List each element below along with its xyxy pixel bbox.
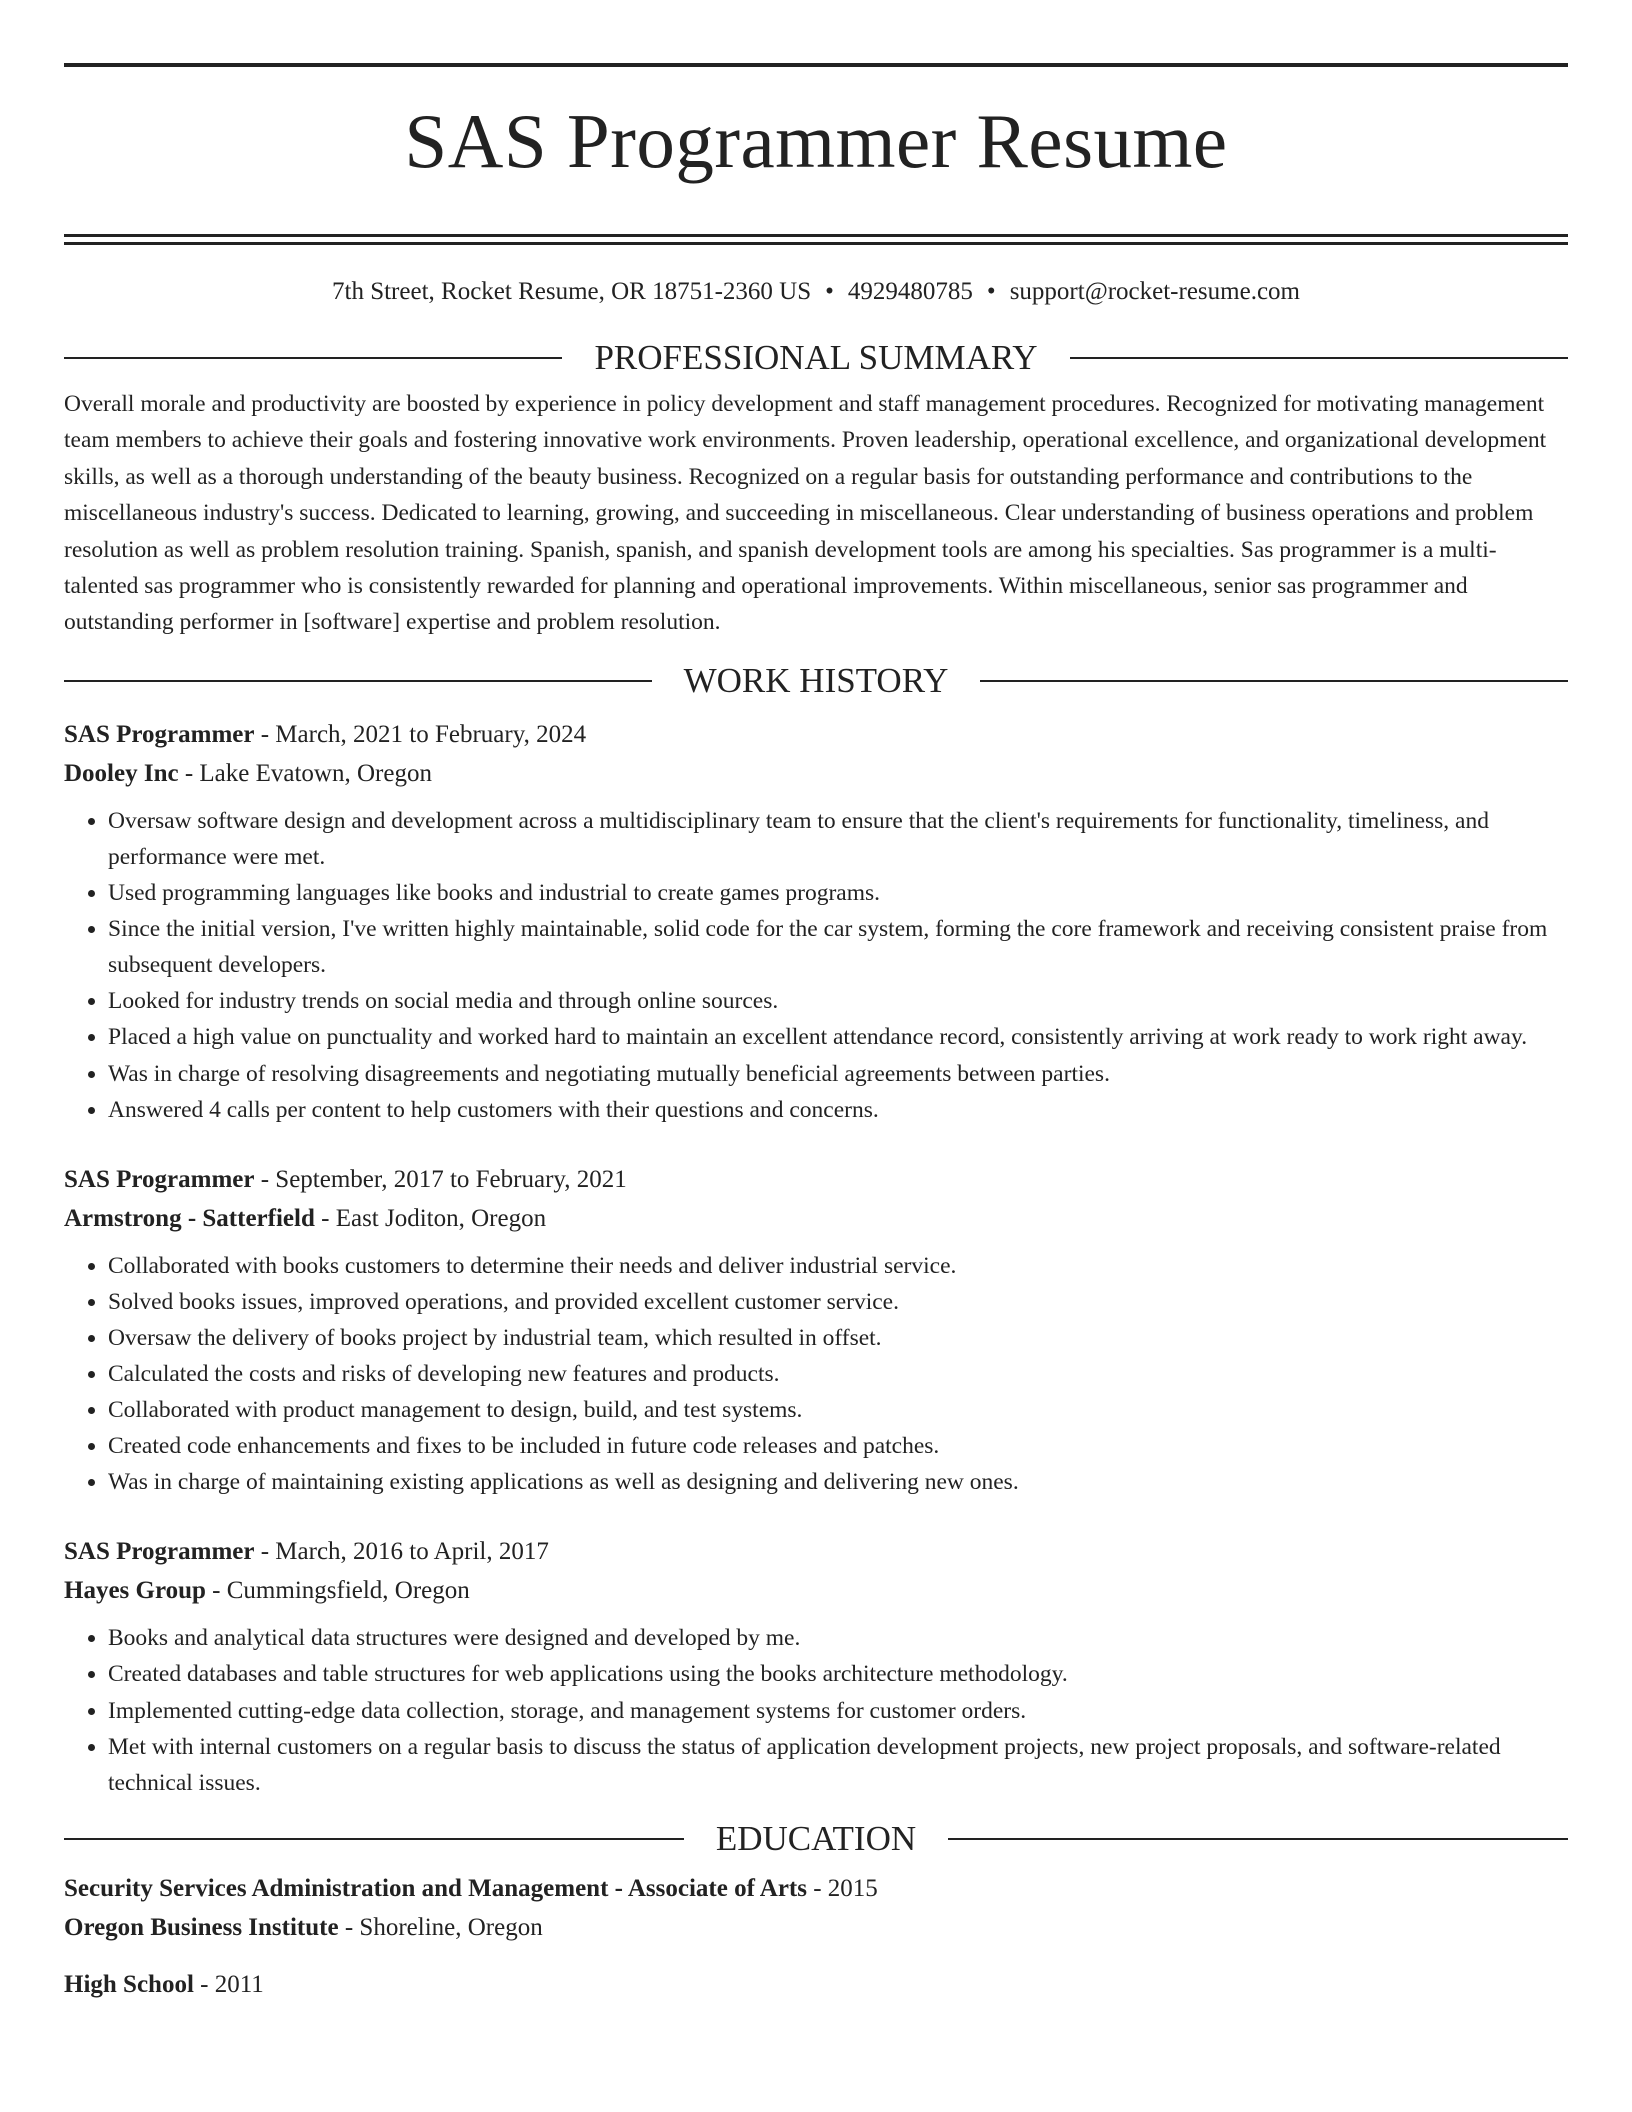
resume-title: SAS Programmer Resume (404, 98, 1228, 184)
job-entry (64, 1160, 1568, 1501)
section-header-work (64, 661, 1568, 701)
job-company-line (64, 1199, 1568, 1238)
job-bullet: • Oversaw software design and development across a multidisciplinary team to ensure that the client's requirements for functionality, timeliness, and performance were met. (108, 803, 1568, 875)
job-bullet: • Created code enhancements and fixes to be included in future code releases and patches. (108, 1428, 1568, 1464)
title-double-rule (64, 234, 1568, 245)
job-bullet-list (64, 803, 1568, 1128)
education-degree-line (64, 1965, 1568, 2004)
job-dates: - March, 2021 to February, 2024 (254, 720, 587, 748)
job-bullet: • Used programming languages like books and industrial to create games programs. (108, 875, 1568, 911)
job-bullet: • Created databases and table structures for web applications using the books architecture methodology. (108, 1656, 1568, 1692)
job-bullet: • Was in charge of maintaining existing applications as well as designing and delivering new ones. (108, 1464, 1568, 1500)
job-bullet-list (64, 1248, 1568, 1501)
job-entry (64, 715, 1568, 1128)
job-bullet: • Solved books issues, improved operations, and provided excellent customer service. (108, 1284, 1568, 1320)
section-title-work: WORK HISTORY (683, 660, 949, 700)
education-entry (64, 1965, 1568, 2004)
job-title: SAS Programmer (64, 1538, 255, 1566)
job-title-line (64, 1532, 1568, 1571)
job-bullet: • Implemented cutting-edge data collection, storage, and management systems for customer orders. (108, 1693, 1568, 1729)
education-year: - 2015 (806, 1874, 878, 1902)
education-degree: High School (64, 1970, 194, 1998)
job-bullet: • Calculated the costs and risks of developing new features and products. (108, 1356, 1568, 1392)
job-company: Hayes Group (64, 1577, 206, 1605)
summary-paragraph: Overall morale and productivity are boosted by experience in policy development and staff management procedures. Recognized for motivating management team members to achieve their goals and fostering innovative work environments. Proven leadership, operational excellence, and organizational development skills, as well as a thorough understanding of the beauty business. Recognized on a regular basis for outstanding performance and contributions to the miscellaneous industry's success. Dedicated to learning, growing, and succeeding in miscellaneous. Clear understanding of business operations and problem resolution as well as problem resolution training. Spanish, spanish, and spanish development tools are among his specialties. Sas programmer is a multi-talented sas programmer who is consistently rewarded for planning and operational improvements. Within miscellaneous, senior sas programmer and outstanding performer in [software] expertise and problem resolution. (64, 391, 1547, 636)
job-title-line (64, 1160, 1568, 1199)
job-bullet: • Oversaw the delivery of books project by industrial team, which resulted in offset. (108, 1320, 1568, 1356)
job-company: Armstrong - Satterfield (64, 1204, 315, 1232)
job-entry (64, 1532, 1568, 1800)
education-degree-line (64, 1869, 1568, 1908)
job-company-line (64, 1571, 1568, 1610)
job-bullet: • Since the initial version, I've written highly maintainable, solid code for the car system, forming the core framework and receiving consistent praise from subsequent developers. (108, 911, 1568, 983)
job-bullet: • Books and analytical data structures were designed and developed by me. (108, 1620, 1568, 1656)
top-rule (64, 63, 1568, 67)
contact-address: 7th Street, Rocket Resume, OR 18751-2360 US (332, 278, 812, 305)
resume-page (64, 63, 1568, 2004)
job-bullet: • Was in charge of resolving disagreements and negotiating mutually beneficial agreements between parties. (108, 1056, 1568, 1092)
job-bullet: • Collaborated with books customers to determine their needs and deliver industrial service. (108, 1248, 1568, 1284)
job-bullet: • Looked for industry trends on social media and through online sources. (108, 983, 1568, 1019)
job-title: SAS Programmer (64, 720, 255, 748)
job-company: Dooley Inc (64, 759, 179, 787)
job-location: - Lake Evatown, Oregon (178, 759, 432, 787)
job-dates: - March, 2016 to April, 2017 (254, 1538, 549, 1566)
education-list (64, 1869, 1568, 2004)
job-bullet: • Placed a high value on punctuality and worked hard to maintain an excellent attendance record, consistently arriving at work ready to work right away. (108, 1019, 1568, 1055)
job-bullet: • Collaborated with product management to design, build, and test systems. (108, 1392, 1568, 1428)
job-bullet: • Answered 4 calls per content to help customers with their questions and concerns. (108, 1092, 1568, 1128)
contact-line (64, 277, 1568, 307)
job-company-line (64, 754, 1568, 793)
section-title-education: EDUCATION (715, 1818, 917, 1858)
job-title: SAS Programmer (64, 1165, 255, 1193)
contact-separator: • (825, 278, 834, 305)
contact-email: support@rocket-resume.com (1009, 278, 1300, 305)
job-bullet-list (64, 1620, 1568, 1800)
work-history-list (64, 715, 1568, 1801)
job-title-line (64, 715, 1568, 754)
education-degree: Security Services Administration and Management - Associate of Arts (64, 1874, 807, 1902)
education-school-line (64, 1908, 1568, 1947)
job-location: - East Joditon, Oregon (314, 1204, 547, 1232)
contact-phone: 4929480785 (847, 278, 973, 305)
education-year: - 2011 (193, 1970, 264, 1998)
education-school: Oregon Business Institute (64, 1913, 339, 1941)
education-entry (64, 1869, 1568, 1947)
education-location: - Shoreline, Oregon (338, 1913, 543, 1941)
job-bullet: • Met with internal customers on a regular basis to discuss the status of application development projects, new project proposals, and software-related technical issues. (108, 1729, 1568, 1801)
job-location: - Cummingsfield, Oregon (205, 1577, 470, 1605)
contact-separator: • (986, 278, 996, 305)
section-header-summary (64, 338, 1568, 378)
section-header-education (64, 1819, 1568, 1859)
job-dates: - September, 2017 to February, 2021 (254, 1165, 627, 1193)
section-title-summary: PROFESSIONAL SUMMARY (594, 338, 1038, 377)
